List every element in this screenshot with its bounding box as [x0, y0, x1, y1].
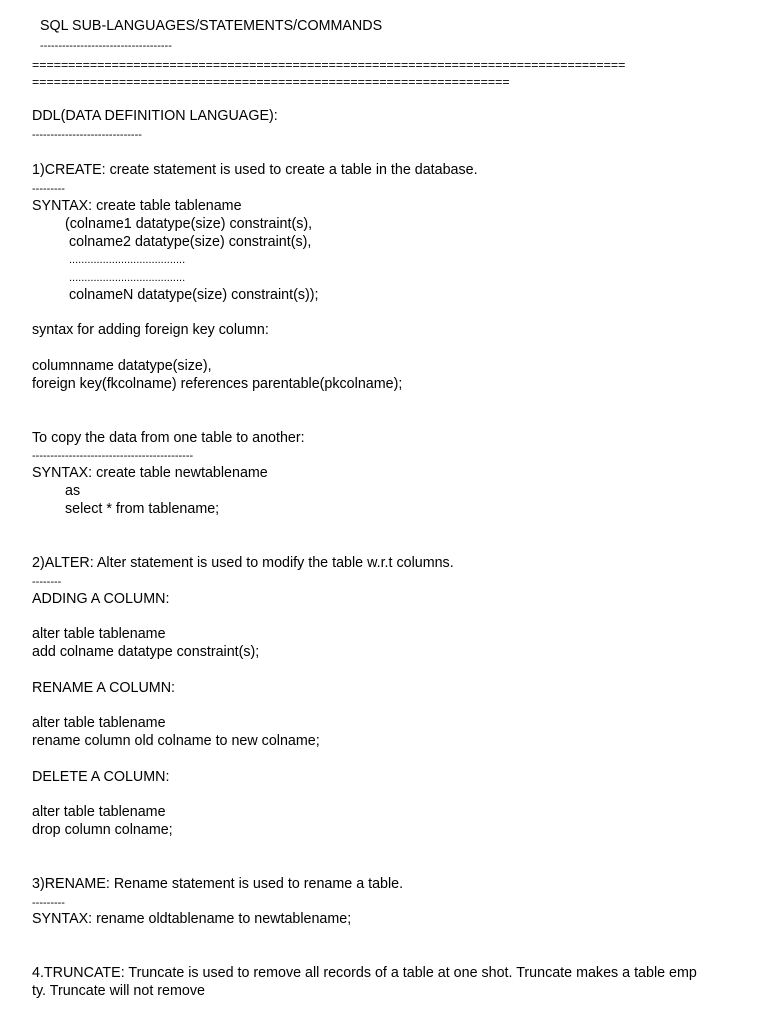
create-col1: (colname1 datatype(size) constraint(s),	[65, 216, 313, 232]
alter-rename-line-2: rename column old colname to new colname;	[32, 733, 320, 749]
alter-add-heading: ADDING A COLUMN:	[32, 591, 170, 607]
truncate-line-1: 4.TRUNCATE: Truncate is used to remove all records of a table at one shot. Truncate makes a table emp	[32, 965, 697, 981]
copy-heading: To copy the data from one table to another:	[32, 430, 305, 446]
ddl-heading: DDL(DATA DEFINITION LANGUAGE):	[32, 108, 278, 124]
copy-as: as	[65, 483, 81, 499]
rename-syntax: SYNTAX: rename oldtablename to newtablename;	[32, 911, 352, 927]
alter-delete-heading: DELETE A COLUMN:	[32, 769, 170, 785]
alter-delete-line-1: alter table tablename	[32, 804, 166, 820]
create-col2: colname2 datatype(size) constraint(s),	[69, 234, 312, 250]
rename-underline: ---------	[32, 897, 65, 909]
create-underline: ---------	[32, 183, 65, 195]
truncate-line-2: ty. Truncate will not remove	[32, 983, 205, 999]
alter-heading: 2)ALTER: Alter statement is used to modify the table w.r.t columns.	[32, 555, 454, 571]
alter-add-line-2: add colname datatype constraint(s);	[32, 644, 260, 660]
create-heading: 1)CREATE: create statement is used to create a table in the database.	[32, 162, 478, 178]
separator-line-1: ==================================================================================	[32, 58, 626, 72]
title-underline: ------------------------------------	[40, 40, 172, 52]
copy-underline: --------------------------------------------	[32, 450, 194, 462]
alter-delete-line-2: drop column colname;	[32, 822, 173, 838]
create-dots-2: ......................................	[69, 272, 186, 284]
separator-line-2: ==================================================================	[32, 75, 510, 89]
ddl-underline: ------------------------------	[32, 129, 142, 141]
copy-syntax: SYNTAX: create table newtablename	[32, 465, 268, 481]
alter-underline: --------	[32, 576, 62, 588]
fk-line-1: columnname datatype(size),	[32, 358, 212, 374]
create-dots-1: ......................................	[69, 254, 186, 266]
rename-heading: 3)RENAME: Rename statement is used to rename a table.	[32, 876, 404, 892]
create-coln: colnameN datatype(size) constraint(s));	[69, 287, 319, 303]
document-title: SQL SUB-LANGUAGES/STATEMENTS/COMMANDS	[40, 18, 383, 34]
alter-add-line-1: alter table tablename	[32, 626, 166, 642]
create-syntax: SYNTAX: create table tablename	[32, 198, 242, 214]
fk-line-2: foreign key(fkcolname) references parentable(pkcolname);	[32, 376, 403, 392]
alter-rename-line-1: alter table tablename	[32, 715, 166, 731]
fk-intro: syntax for adding foreign key column:	[32, 322, 269, 338]
alter-rename-heading: RENAME A COLUMN:	[32, 680, 175, 696]
copy-select: select * from tablename;	[65, 501, 220, 517]
